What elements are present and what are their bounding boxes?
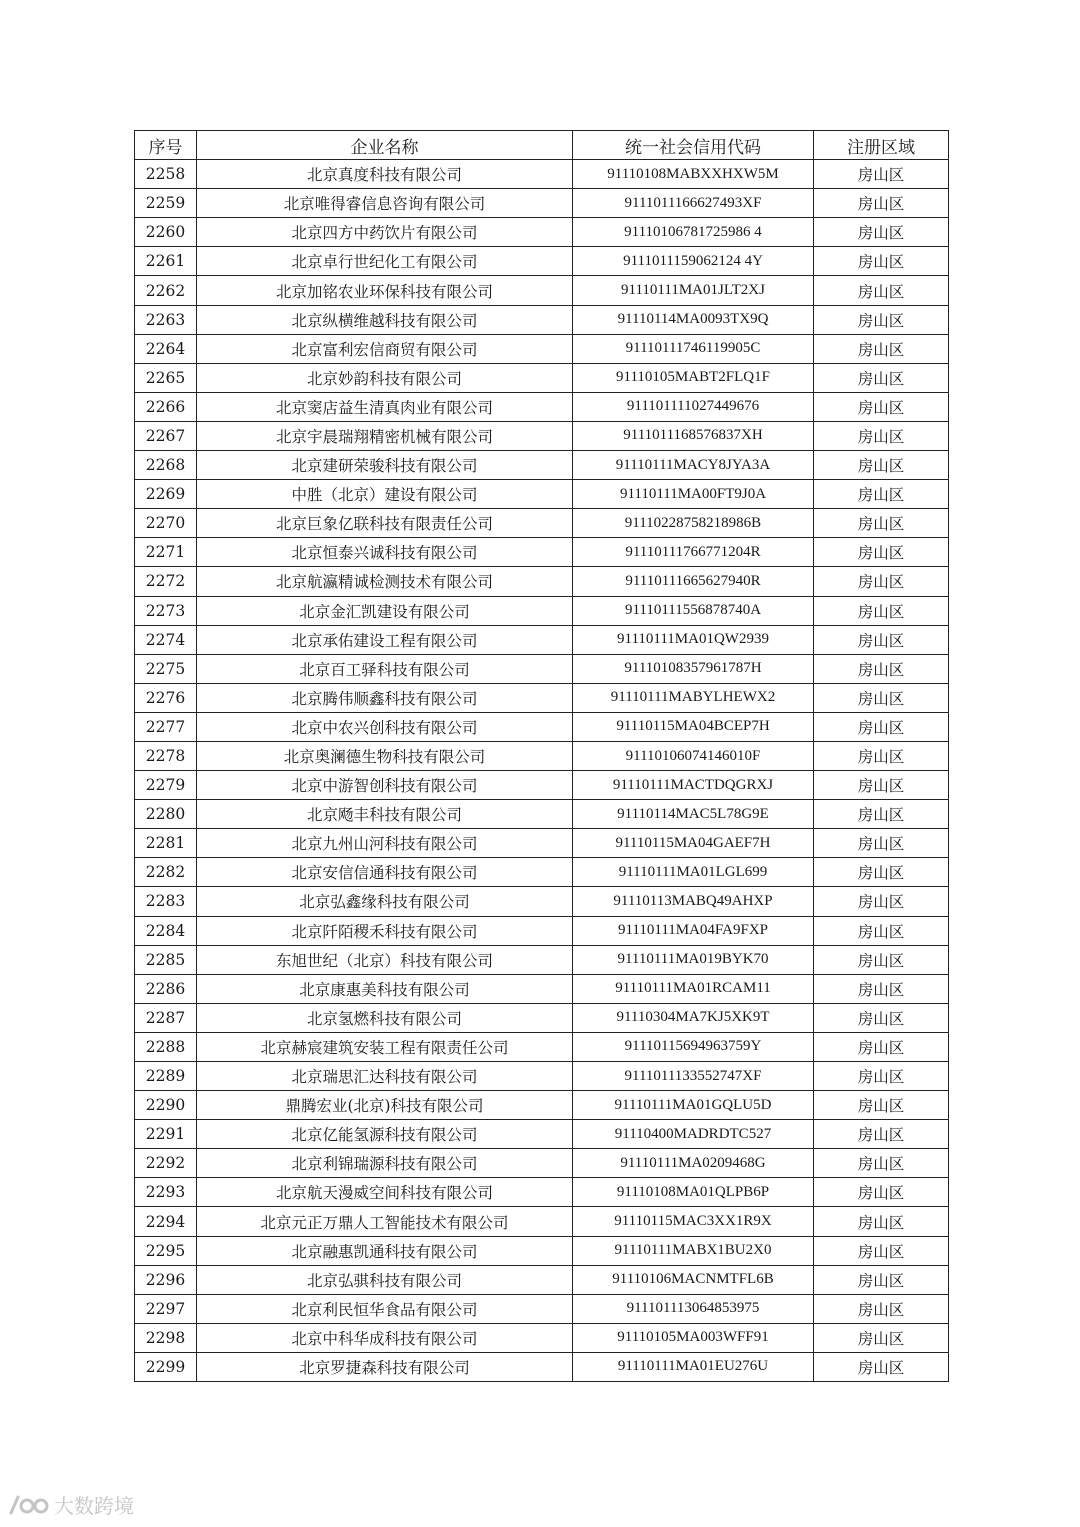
table-row	[135, 858, 949, 887]
table-row	[135, 1294, 949, 1323]
credit-code: 91110304MA7KJ5XK9T	[573, 1003, 814, 1032]
watermark-text: 大数跨境	[54, 1494, 134, 1518]
row-index: 2287	[135, 1003, 197, 1032]
company-name: 北京飏丰科技有限公司	[197, 800, 573, 829]
row-index: 2294	[135, 1207, 197, 1236]
company-name: 北京康惠美科技有限公司	[197, 974, 573, 1003]
company-name: 北京奥澜德生物科技有限公司	[197, 741, 573, 770]
row-index: 2284	[135, 916, 197, 945]
row-index: 2297	[135, 1294, 197, 1323]
region: 房山区	[814, 392, 949, 421]
credit-code: 91110111MA01LGL699	[573, 858, 814, 887]
credit-code: 91110111MABX1BU2X0	[573, 1236, 814, 1265]
row-index: 2263	[135, 305, 197, 334]
credit-code: 91110400MADRDTC527	[573, 1120, 814, 1149]
region: 房山区	[814, 421, 949, 450]
region: 房山区	[814, 800, 949, 829]
region: 房山区	[814, 305, 949, 334]
table-row	[135, 596, 949, 625]
company-list-table	[134, 130, 949, 1382]
credit-code: 91110111766771204R	[573, 538, 814, 567]
table-row	[135, 247, 949, 276]
region: 房山区	[814, 858, 949, 887]
row-index: 2266	[135, 392, 197, 421]
logo-icon	[8, 1493, 50, 1517]
credit-code: 91110111MA04FA9FXP	[573, 916, 814, 945]
table-row	[135, 421, 949, 450]
credit-code: 9111011168576837XH	[573, 421, 814, 450]
table-row	[135, 1323, 949, 1352]
region: 房山区	[814, 916, 949, 945]
company-name: 北京唯得睿信息咨询有限公司	[197, 189, 573, 218]
company-name: 北京阡陌稷禾科技有限公司	[197, 916, 573, 945]
table-row	[135, 771, 949, 800]
watermark	[8, 1490, 134, 1519]
row-index: 2258	[135, 160, 197, 189]
region: 房山区	[814, 1149, 949, 1178]
credit-code: 91110115MA04GAEF7H	[573, 829, 814, 858]
credit-code: 91110111MA01EU276U	[573, 1352, 814, 1381]
region: 房山区	[814, 1003, 949, 1032]
region: 房山区	[814, 596, 949, 625]
company-name: 北京卓行世纪化工有限公司	[197, 247, 573, 276]
row-index: 2268	[135, 451, 197, 480]
region: 房山区	[814, 625, 949, 654]
region: 房山区	[814, 1265, 949, 1294]
table-row	[135, 974, 949, 1003]
credit-code: 91110111556878740A	[573, 596, 814, 625]
company-name: 北京建研荣骏科技有限公司	[197, 451, 573, 480]
row-index: 2271	[135, 538, 197, 567]
company-name: 北京安信信通科技有限公司	[197, 858, 573, 887]
table-row	[135, 1207, 949, 1236]
row-index: 2298	[135, 1323, 197, 1352]
company-name: 鼎腾宏业(北京)科技有限公司	[197, 1091, 573, 1120]
region: 房山区	[814, 945, 949, 974]
row-index: 2289	[135, 1062, 197, 1091]
region: 房山区	[814, 1091, 949, 1120]
credit-code: 91110115MA04BCEP7H	[573, 712, 814, 741]
credit-code: 91110111MABYLHEWX2	[573, 683, 814, 712]
company-name: 北京纵横维越科技有限公司	[197, 305, 573, 334]
company-name: 北京航天漫威空间科技有限公司	[197, 1178, 573, 1207]
company-name: 中胜（北京）建设有限公司	[197, 480, 573, 509]
table-body	[135, 160, 949, 1382]
table-row	[135, 800, 949, 829]
credit-code: 91110105MA003WFF91	[573, 1323, 814, 1352]
table-row	[135, 1091, 949, 1120]
company-name: 北京赫宸建筑安装工程有限责任公司	[197, 1032, 573, 1061]
credit-code: 91110111MA00FT9J0A	[573, 480, 814, 509]
region: 房山区	[814, 1120, 949, 1149]
region: 房山区	[814, 538, 949, 567]
company-name: 北京弘鑫缘科技有限公司	[197, 887, 573, 916]
company-name: 北京金汇凯建设有限公司	[197, 596, 573, 625]
region: 房山区	[814, 334, 949, 363]
table-row	[135, 916, 949, 945]
company-name: 北京利锦瑞源科技有限公司	[197, 1149, 573, 1178]
company-name: 北京百工驿科技有限公司	[197, 654, 573, 683]
table-row	[135, 451, 949, 480]
credit-code: 91110111MA01QW2939	[573, 625, 814, 654]
company-name: 北京中游智创科技有限公司	[197, 771, 573, 800]
company-name: 北京中科华成科技有限公司	[197, 1323, 573, 1352]
row-index: 2259	[135, 189, 197, 218]
row-index: 2293	[135, 1178, 197, 1207]
table-row	[135, 480, 949, 509]
table-row	[135, 218, 949, 247]
row-index: 2299	[135, 1352, 197, 1381]
region: 房山区	[814, 218, 949, 247]
header-region: 注册区域	[814, 131, 949, 160]
company-name: 东旭世纪（北京）科技有限公司	[197, 945, 573, 974]
company-name: 北京氢燃科技有限公司	[197, 1003, 573, 1032]
credit-code: 91110114MAC5L78G9E	[573, 800, 814, 829]
credit-code: 9111011159062124 4Y	[573, 247, 814, 276]
table-row	[135, 305, 949, 334]
credit-code: 9111011166627493XF	[573, 189, 814, 218]
company-name: 北京富利宏信商贸有限公司	[197, 334, 573, 363]
row-index: 2267	[135, 421, 197, 450]
company-name: 北京元正万鼎人工智能技术有限公司	[197, 1207, 573, 1236]
region: 房山区	[814, 363, 949, 392]
row-index: 2282	[135, 858, 197, 887]
region: 房山区	[814, 1032, 949, 1061]
table-row	[135, 741, 949, 770]
region: 房山区	[814, 887, 949, 916]
table-row	[135, 1352, 949, 1381]
company-name: 北京中农兴创科技有限公司	[197, 712, 573, 741]
row-index: 2265	[135, 363, 197, 392]
table-row	[135, 160, 949, 189]
region: 房山区	[814, 1178, 949, 1207]
credit-code: 91110115MAC3XX1R9X	[573, 1207, 814, 1236]
credit-code: 91110105MABT2FLQ1F	[573, 363, 814, 392]
credit-code: 91110106074146010F	[573, 741, 814, 770]
row-index: 2281	[135, 829, 197, 858]
row-index: 2286	[135, 974, 197, 1003]
region: 房山区	[814, 276, 949, 305]
credit-code: 911101113064853975	[573, 1294, 814, 1323]
company-name: 北京亿能氢源科技有限公司	[197, 1120, 573, 1149]
company-name: 北京宇晨瑞翔精密机械有限公司	[197, 421, 573, 450]
table-row	[135, 276, 949, 305]
region: 房山区	[814, 1236, 949, 1265]
credit-code: 91110114MA0093TX9Q	[573, 305, 814, 334]
row-index: 2262	[135, 276, 197, 305]
credit-code: 91110108357961787H	[573, 654, 814, 683]
row-index: 2292	[135, 1149, 197, 1178]
table-row	[135, 829, 949, 858]
credit-code: 91110111665627940R	[573, 567, 814, 596]
row-index: 2295	[135, 1236, 197, 1265]
region: 房山区	[814, 1062, 949, 1091]
region: 房山区	[814, 683, 949, 712]
company-name: 北京四方中药饮片有限公司	[197, 218, 573, 247]
row-index: 2276	[135, 683, 197, 712]
credit-code: 91110111MA019BYK70	[573, 945, 814, 974]
region: 房山区	[814, 1323, 949, 1352]
table-row	[135, 509, 949, 538]
region: 房山区	[814, 189, 949, 218]
row-index: 2273	[135, 596, 197, 625]
company-name: 北京腾伟顺鑫科技有限公司	[197, 683, 573, 712]
credit-code: 91110228758218986B	[573, 509, 814, 538]
table-row	[135, 1149, 949, 1178]
credit-code: 91110111MA01GQLU5D	[573, 1091, 814, 1120]
credit-code: 91110111MACTDQGRXJ	[573, 771, 814, 800]
table-row	[135, 945, 949, 974]
table-row	[135, 334, 949, 363]
row-index: 2279	[135, 771, 197, 800]
region: 房山区	[814, 567, 949, 596]
table-row	[135, 538, 949, 567]
region: 房山区	[814, 654, 949, 683]
region: 房山区	[814, 1294, 949, 1323]
company-name: 北京恒泰兴诚科技有限公司	[197, 538, 573, 567]
table-row	[135, 392, 949, 421]
row-index: 2290	[135, 1091, 197, 1120]
table-row	[135, 887, 949, 916]
table-row	[135, 1265, 949, 1294]
company-name: 北京加铭农业环保科技有限公司	[197, 276, 573, 305]
region: 房山区	[814, 771, 949, 800]
region: 房山区	[814, 247, 949, 276]
company-name: 北京真度科技有限公司	[197, 160, 573, 189]
region: 房山区	[814, 509, 949, 538]
credit-code: 91110113MABQ49AHXP	[573, 887, 814, 916]
company-name: 北京罗捷森科技有限公司	[197, 1352, 573, 1381]
table-row	[135, 1120, 949, 1149]
row-index: 2280	[135, 800, 197, 829]
row-index: 2283	[135, 887, 197, 916]
credit-code: 91110106781725986 4	[573, 218, 814, 247]
row-index: 2277	[135, 712, 197, 741]
table-row	[135, 1003, 949, 1032]
region: 房山区	[814, 829, 949, 858]
row-index: 2275	[135, 654, 197, 683]
region: 房山区	[814, 1352, 949, 1381]
company-name: 北京融惠凯通科技有限公司	[197, 1236, 573, 1265]
region: 房山区	[814, 480, 949, 509]
credit-code: 91110106MACNMTFL6B	[573, 1265, 814, 1294]
table-row	[135, 1032, 949, 1061]
credit-code: 91110108MABXXHXW5M	[573, 160, 814, 189]
credit-code: 9111011133552747XF	[573, 1062, 814, 1091]
row-index: 2296	[135, 1265, 197, 1294]
credit-code: 91110115694963759Y	[573, 1032, 814, 1061]
row-index: 2288	[135, 1032, 197, 1061]
region: 房山区	[814, 451, 949, 480]
header-index: 序号	[135, 131, 197, 160]
company-name: 北京九州山河科技有限公司	[197, 829, 573, 858]
table-row	[135, 683, 949, 712]
row-index: 2274	[135, 625, 197, 654]
region: 房山区	[814, 712, 949, 741]
company-name: 北京妙韵科技有限公司	[197, 363, 573, 392]
credit-code: 91110111746119905C	[573, 334, 814, 363]
header-credit-code: 统一社会信用代码	[573, 131, 814, 160]
row-index: 2269	[135, 480, 197, 509]
company-name: 北京承佑建设工程有限公司	[197, 625, 573, 654]
credit-code: 91110108MA01QLPB6P	[573, 1178, 814, 1207]
credit-code: 91110111MACY8JYA3A	[573, 451, 814, 480]
company-name: 北京弘骐科技有限公司	[197, 1265, 573, 1294]
row-index: 2278	[135, 741, 197, 770]
table-row	[135, 189, 949, 218]
table-row	[135, 363, 949, 392]
region: 房山区	[814, 974, 949, 1003]
table-row	[135, 1236, 949, 1265]
row-index: 2260	[135, 218, 197, 247]
table-header-row	[135, 131, 949, 160]
row-index: 2264	[135, 334, 197, 363]
region: 房山区	[814, 160, 949, 189]
region: 房山区	[814, 1207, 949, 1236]
region: 房山区	[814, 741, 949, 770]
table-row	[135, 1062, 949, 1091]
row-index: 2285	[135, 945, 197, 974]
row-index: 2270	[135, 509, 197, 538]
table-row	[135, 625, 949, 654]
company-name: 北京航瀛精诚检测技术有限公司	[197, 567, 573, 596]
credit-code: 91110111MA01RCAM11	[573, 974, 814, 1003]
table-row	[135, 567, 949, 596]
table-row	[135, 712, 949, 741]
credit-code: 91110111MA01JLT2XJ	[573, 276, 814, 305]
row-index: 2272	[135, 567, 197, 596]
company-name: 北京巨象亿联科技有限责任公司	[197, 509, 573, 538]
company-name: 北京窦店益生清真肉业有限公司	[197, 392, 573, 421]
credit-code: 911101111027449676	[573, 392, 814, 421]
row-index: 2291	[135, 1120, 197, 1149]
table-row	[135, 654, 949, 683]
table-row	[135, 1178, 949, 1207]
header-company-name: 企业名称	[197, 131, 573, 160]
company-name: 北京利民恒华食品有限公司	[197, 1294, 573, 1323]
company-name: 北京瑞思汇达科技有限公司	[197, 1062, 573, 1091]
credit-code: 91110111MA0209468G	[573, 1149, 814, 1178]
row-index: 2261	[135, 247, 197, 276]
